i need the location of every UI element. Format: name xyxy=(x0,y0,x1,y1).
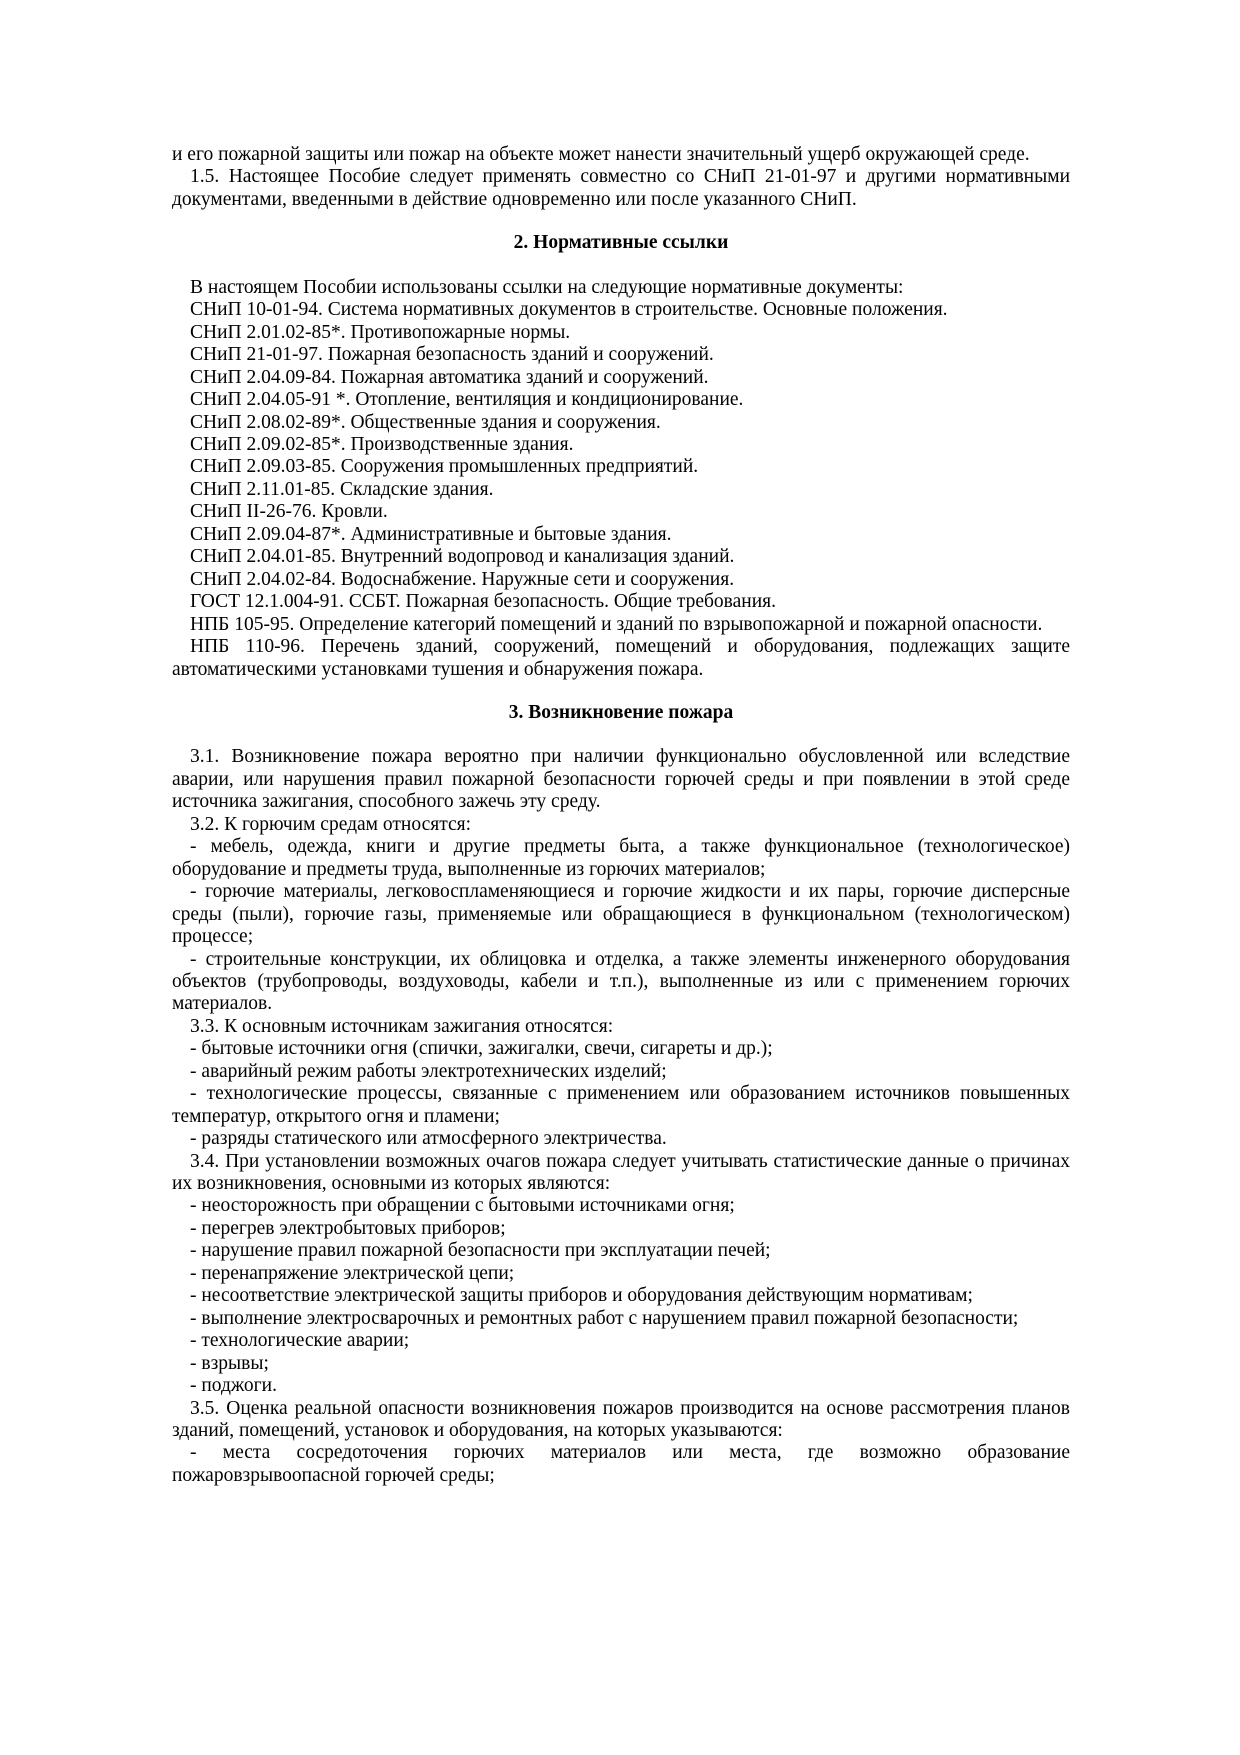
list-item: СНиП 2.08.02-89*. Общественные здания и сооружения. xyxy=(190,411,661,433)
list-item: - аварийный режим работы электротехнических изделий; xyxy=(190,1060,667,1082)
list-item: - нарушение правил пожарной безопасности при эксплуатации печей; xyxy=(190,1240,771,1262)
paragraph: 3.5. Оценка реальной опасности возникновения пожаров производится на основе рассмотрения планов зданий, помещений, установок и оборудования, на которых указываются: xyxy=(172,1397,1070,1442)
list-item: - выполнение электросварочных и ремонтных работ с нарушением правил пожарной безопасности; xyxy=(190,1307,1019,1329)
list-item: - несоответствие электрической защиты приборов и оборудования действующим нормативам; xyxy=(190,1285,973,1307)
paragraph: и его пожарной защиты или пожар на объекте может нанести значительный ущерб окружающей среде. xyxy=(172,144,1030,165)
list-item: ГОСТ 12.1.004-91. ССБТ. Пожарная безопасность. Общие требования. xyxy=(190,591,776,613)
list-item: - мебель, одежда, книги и другие предметы быта, а также функциональное (технологическое) оборудование и предметы труда, выполненные из горючих материалов; xyxy=(172,836,1070,880)
list-item: СНиП II-26-76. Кровли. xyxy=(190,501,388,523)
list-item: СНиП 2.04.09-84. Пожарная автоматика зданий и сооружений. xyxy=(190,366,709,388)
list-item: СНиП 2.11.01-85. Складские здания. xyxy=(190,478,494,500)
list-item: СНиП 2.09.03-85. Сооружения промышленных предприятий. xyxy=(190,456,699,478)
paragraph: В настоящем Пособии использованы ссылки на следующие нормативные документы: xyxy=(190,276,904,298)
paragraph: 3.3. К основным источникам зажигания относятся: xyxy=(190,1015,614,1037)
list-item: - технологические аварии; xyxy=(190,1330,410,1352)
paragraph: 3.1. Возникновение пожара вероятно при наличии функционально обусловленной или вследствие аварии, или нарушения правил пожарной безопасности горючей среды и при появлении в этой среде источника зажигания, способного зажечь эту среду. xyxy=(172,746,1070,813)
list-item: - перегрев электробытовых приборов; xyxy=(190,1217,506,1239)
list-item: - места сосредоточения горючих материалов или места, где возможно образование пожаровзрывоопасной горючей среды; xyxy=(172,1442,1070,1486)
paragraph: 3.2. К горючим средам относятся: xyxy=(190,813,472,835)
list-item: СНиП 2.09.04-87*. Административные и бытовые здания. xyxy=(190,523,672,545)
list-item: - разряды статического или атмосферного электричества. xyxy=(190,1128,667,1150)
list-item: СНиП 2.04.02-84. Водоснабжение. Наружные сети и сооружения. xyxy=(190,568,735,590)
list-item: - горючие материалы, легковоспламеняющиеся и горючие жидкости и их пары, горючие дисперсные среды (пыли), горючие газы, применяемые или обращающиеся в функциональном (технологическом) процессе; xyxy=(172,881,1070,948)
paragraph: 3.4. При установлении возможных очагов пожара следует учитывать статистические данные о причинах их возникновения, основными из которых являются: xyxy=(172,1150,1070,1195)
list-item: СНиП 2.09.02-85*. Производственные здания. xyxy=(190,433,574,455)
list-item: СНиП 2.04.01-85. Внутренний водопровод и канализация зданий. xyxy=(190,546,735,568)
list-item: - перенапряжение электрической цепи; xyxy=(190,1262,515,1284)
list-item: - неосторожность при обращении с бытовыми источниками огня; xyxy=(190,1195,735,1217)
document-body xyxy=(172,144,1070,1487)
list-item: СНиП 2.01.02-85*. Противопожарные нормы. xyxy=(190,321,571,343)
list-item: НПБ 110-96. Перечень зданий, сооружений, помещений и оборудования, подлежащих защите автоматическими установками тушения и обнаружения пожара. xyxy=(172,636,1070,680)
section-heading-fire-occurrence: 3. Возникновение пожара xyxy=(508,701,734,723)
list-item: СНиП 10-01-94. Система нормативных документов в строительстве. Основные положения. xyxy=(190,299,948,321)
list-item: НПБ 105-95. Определение категорий помещений и зданий по взрывопожарной и пожарной опасности. xyxy=(190,613,1043,635)
list-item: СНиП 2.04.05-91 *. Отопление, вентиляция и кондиционирование. xyxy=(190,389,744,411)
list-item: СНиП 21-01-97. Пожарная безопасность зданий и сооружений. xyxy=(190,344,714,366)
list-item: - бытовые источники огня (спички, зажигалки, свечи, сигареты и др.); xyxy=(190,1038,773,1060)
list-item: - поджоги. xyxy=(190,1375,277,1397)
list-item: - технологические процессы, связанные с применением или образованием источников повышенных температур, открытого огня и пламени; xyxy=(172,1083,1070,1127)
section-heading-normative-references: 2. Нормативные ссылки xyxy=(513,232,729,254)
paragraph: 1.5. Настоящее Пособие следует применять совместно со СНиП 21-01-97 и другими нормативными документами, введенными в действие одновременно или после указанного СНиП. xyxy=(172,166,1070,210)
list-item: - взрывы; xyxy=(190,1352,269,1374)
list-item: - строительные конструкции, их облицовка и отделка, а также элементы инженерного оборудования объектов (трубопроводы, воздуховоды, кабели и т.п.), выполненные из или с применением горючих материалов. xyxy=(172,948,1070,1015)
